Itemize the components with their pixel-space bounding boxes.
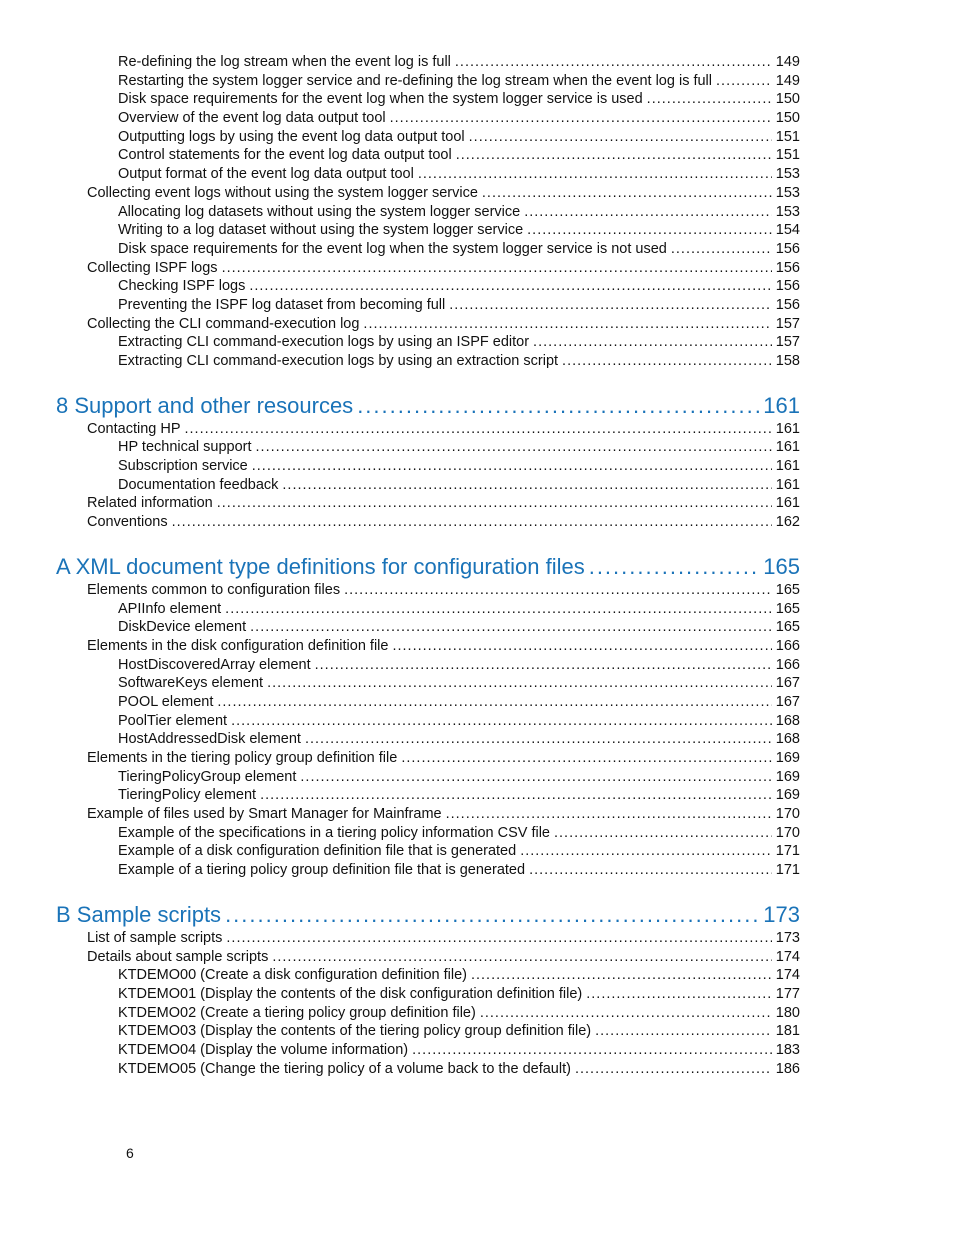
dot-leader (575, 1060, 772, 1079)
toc-section-entry-title: Elements in the tiering policy group definition file (87, 750, 398, 766)
toc-subsection-entry-title: Disk space requirements for the event log when the system logger service is not used (118, 240, 667, 257)
toc-subsection-entry-title: Extracting CLI command-execution logs by using an ISPF editor (118, 334, 530, 351)
toc-section-entry-page: 161 (775, 420, 800, 437)
dot-leader (225, 600, 772, 619)
chapter-heading[interactable] (56, 901, 800, 929)
toc-subsection-entry[interactable] (56, 333, 800, 352)
spacer (56, 371, 800, 392)
chapter-heading-title: B Sample scripts (56, 901, 222, 927)
toc-subsection-entry[interactable] (56, 277, 800, 296)
dot-leader (344, 581, 772, 600)
dot-leader (231, 712, 772, 731)
toc-section-entry[interactable] (56, 948, 800, 967)
toc-section-entry-page: 157 (775, 315, 800, 332)
toc-subsection-entry[interactable] (56, 352, 800, 371)
toc-subsection-entry-page: 161 (775, 476, 800, 493)
toc-section-entry[interactable] (56, 513, 800, 532)
dot-leader (671, 240, 772, 259)
toc-section-entry-title: Elements common to configuration files (87, 581, 341, 598)
toc-subsection-entry-page: 156 (775, 296, 800, 313)
spacer (56, 532, 800, 553)
dot-leader (482, 184, 772, 203)
toc-section-entry[interactable] (56, 259, 800, 278)
toc-section-entry-title: Contacting HP (87, 420, 181, 437)
toc-subsection-entry[interactable] (56, 1004, 800, 1023)
toc-subsection-entry[interactable] (56, 165, 800, 184)
toc-subsection-entry-title: KTDEMO02 (Create a tiering policy group definition file) (118, 1004, 476, 1021)
toc-subsection-entry-page: 169 (775, 768, 800, 785)
toc-subsection-entry-title: KTDEMO00 (Create a disk configuration definition file) (118, 967, 467, 984)
toc-section-entry[interactable] (56, 581, 800, 600)
toc-section-entry-title: Collecting event logs without using the system logger service (87, 184, 478, 201)
dot-leader (401, 749, 771, 768)
dot-leader (480, 1004, 772, 1023)
toc-subsection-entry[interactable] (56, 53, 800, 72)
toc-subsection-entry[interactable] (56, 90, 800, 109)
toc-subsection-entry-page: 149 (775, 54, 800, 70)
toc-subsection-entry-title: HostDiscoveredArray element (118, 656, 311, 673)
toc-subsection-entry[interactable] (56, 457, 800, 476)
toc-subsection-entry-page: 180 (775, 1004, 800, 1021)
dot-leader (226, 929, 771, 948)
dot-leader (305, 730, 772, 749)
chapter-heading-page: 173 (763, 901, 800, 927)
dot-leader (520, 842, 772, 861)
toc-subsection-entry[interactable] (56, 712, 800, 731)
toc-subsection-entry-title: Overview of the event log data output tool (118, 110, 386, 127)
chapter-heading-page: 165 (763, 553, 800, 579)
toc-subsection-entry-title: Disk space requirements for the event log when the system logger service is used (118, 91, 643, 108)
toc-subsection-entry-title: TieringPolicy element (118, 787, 257, 804)
toc-subsection-entry-page: 166 (775, 656, 800, 673)
dot-leader (527, 221, 772, 240)
toc-subsection-entry-page: 168 (775, 712, 800, 729)
toc-subsection-entry-page: 183 (775, 1041, 800, 1058)
toc-section-entry-page: 174 (775, 948, 800, 965)
toc-subsection-entry-title: Example of a tiering policy group definition file that is generated (118, 862, 526, 879)
toc-section-entry-page: 161 (775, 495, 800, 512)
toc-subsection-entry[interactable] (56, 674, 800, 693)
toc-subsection-entry-title: Checking ISPF logs (118, 278, 246, 295)
dot-leader (172, 513, 772, 532)
dot-leader (554, 824, 772, 843)
toc-subsection-entry-title: TieringPolicyGroup element (118, 768, 297, 785)
toc-subsection-entry-title: DiskDevice element (118, 619, 247, 636)
dot-leader (589, 553, 760, 581)
toc-section-entry-page: 173 (775, 929, 800, 946)
toc-subsection-entry-page: 153 (775, 166, 800, 183)
toc-subsection-entry[interactable] (56, 786, 800, 805)
toc-section-entry[interactable] (56, 929, 800, 948)
chapter-heading[interactable] (56, 553, 800, 581)
toc-subsection-entry-page: 153 (775, 203, 800, 220)
dot-leader (471, 966, 772, 985)
toc-subsection-entry[interactable] (56, 221, 800, 240)
toc-subsection-entry-page: 154 (775, 222, 800, 239)
dot-leader (249, 277, 771, 296)
dot-leader (455, 53, 772, 72)
dot-leader (595, 1022, 772, 1041)
toc-subsection-entry-page: 177 (775, 985, 800, 1002)
toc-subsection-entry[interactable] (56, 109, 800, 128)
chapter-heading[interactable] (56, 392, 800, 420)
toc-subsection-entry[interactable] (56, 1041, 800, 1060)
toc-subsection-entry-title: Writing to a log dataset without using the system logger service (118, 222, 524, 239)
toc-subsection-entry[interactable] (56, 600, 800, 619)
chapter-heading-title: A XML document type definitions for configuration files (56, 553, 585, 579)
dot-leader (392, 637, 771, 656)
toc-subsection-entry-title: KTDEMO05 (Change the tiering policy of a volume back to the default) (118, 1060, 571, 1077)
toc-subsection-entry-title: HP technical support (118, 439, 252, 456)
toc-subsection-entry-page: 157 (775, 334, 800, 351)
toc-subsection-entry[interactable] (56, 768, 800, 787)
dot-leader (250, 618, 772, 637)
toc-section-entry-page: 162 (775, 514, 800, 531)
toc-section-entry[interactable] (56, 184, 800, 203)
dot-leader (456, 146, 772, 165)
dot-leader (529, 861, 772, 880)
dot-leader (272, 948, 771, 967)
toc-subsection-entry-page: 167 (775, 693, 800, 710)
toc-subsection-entry-title: POOL element (118, 693, 214, 710)
dot-leader (222, 259, 772, 278)
toc-section-entry-title: Related information (87, 495, 213, 512)
toc-section-entry-page: 156 (775, 259, 800, 276)
toc-subsection-entry-page: 171 (775, 843, 800, 860)
toc-subsection-entry[interactable] (56, 438, 800, 457)
toc-section-entry-page: 169 (775, 750, 800, 766)
dot-leader (252, 457, 772, 476)
table-of-contents (56, 53, 800, 1078)
toc-section-entry-title: Collecting ISPF logs (87, 259, 218, 276)
toc-subsection-entry-page: 169 (775, 787, 800, 804)
toc-section-entry-title: Details about sample scripts (87, 948, 269, 965)
dot-leader (217, 693, 771, 712)
toc-subsection-entry-title: Preventing the ISPF log dataset from becoming full (118, 296, 446, 313)
toc-subsection-entry-page: 171 (775, 862, 800, 879)
toc-subsection-entry-page: 158 (775, 353, 800, 369)
dot-leader (533, 333, 772, 352)
toc-section-entry-title: List of sample scripts (87, 929, 223, 946)
toc-subsection-entry[interactable] (56, 824, 800, 843)
dot-leader (446, 805, 772, 824)
dot-leader (524, 203, 772, 222)
toc-subsection-entry-title: APIInfo element (118, 600, 222, 617)
toc-section-entry[interactable] (56, 805, 800, 824)
toc-subsection-entry-title: Subscription service (118, 458, 248, 475)
dot-leader (185, 420, 772, 439)
toc-subsection-entry-page: 151 (775, 147, 800, 164)
chapter-heading-page: 161 (763, 392, 800, 418)
toc-subsection-entry-title: Example of the specifications in a tiering policy information CSV file (118, 824, 550, 841)
toc-subsection-entry-title: Restarting the system logger service and re-defining the log stream when the event log is full (118, 72, 713, 89)
toc-subsection-entry-page: 151 (775, 128, 800, 145)
toc-subsection-entry-title: Documentation feedback (118, 476, 279, 493)
toc-subsection-entry[interactable] (56, 1022, 800, 1041)
toc-subsection-entry[interactable] (56, 476, 800, 495)
toc-subsection-entry-page: 161 (775, 458, 800, 475)
toc-subsection-entry-page: 186 (775, 1060, 800, 1077)
dot-leader (260, 786, 772, 805)
dot-leader (412, 1041, 772, 1060)
toc-subsection-entry-page: 161 (775, 439, 800, 456)
toc-section-entry[interactable] (56, 637, 800, 656)
dot-leader (225, 901, 759, 929)
dot-leader (282, 476, 771, 495)
toc-subsection-entry-title: Extracting CLI command-execution logs by using an extraction script (118, 353, 559, 369)
toc-subsection-entry-page: 150 (775, 110, 800, 127)
dot-leader (315, 656, 772, 675)
toc-section-entry-page: 166 (775, 637, 800, 654)
toc-section-entry[interactable] (56, 420, 800, 439)
spacer (56, 880, 800, 901)
toc-subsection-entry-page: 174 (775, 967, 800, 984)
dot-leader (390, 109, 772, 128)
toc-subsection-entry-title: PoolTier element (118, 712, 228, 729)
dot-leader (418, 165, 772, 184)
toc-subsection-entry-page: 165 (775, 619, 800, 636)
dot-leader (647, 90, 772, 109)
toc-subsection-entry-title: Re-defining the log stream when the event log is full (118, 54, 451, 70)
toc-section-entry-title: Example of files used by Smart Manager for Mainframe (87, 806, 442, 823)
toc-subsection-entry[interactable] (56, 985, 800, 1004)
toc-subsection-entry-page: 156 (775, 240, 800, 257)
toc-subsection-entry-page: 168 (775, 731, 800, 748)
toc-section-entry-title: Conventions (87, 514, 168, 531)
dot-leader (256, 438, 772, 457)
toc-subsection-entry[interactable] (56, 730, 800, 749)
dot-leader (363, 315, 771, 334)
dot-leader (716, 72, 772, 91)
toc-subsection-entry[interactable] (56, 240, 800, 259)
toc-subsection-entry-title: Example of a disk configuration definition file that is generated (118, 843, 517, 860)
toc-section-entry[interactable] (56, 749, 800, 768)
toc-section-entry-title: Collecting the CLI command-execution log (87, 315, 360, 332)
dot-leader (449, 296, 772, 315)
toc-subsection-entry[interactable] (56, 1060, 800, 1079)
toc-subsection-entry[interactable] (56, 842, 800, 861)
toc-subsection-entry-page: 156 (775, 278, 800, 295)
toc-subsection-entry[interactable] (56, 656, 800, 675)
dot-leader (586, 985, 772, 1004)
toc-section-entry-page: 153 (775, 184, 800, 201)
toc-subsection-entry[interactable] (56, 693, 800, 712)
toc-subsection-entry[interactable] (56, 296, 800, 315)
page-number: 6 (126, 1145, 134, 1161)
dot-leader (300, 768, 771, 787)
toc-subsection-entry-page: 181 (775, 1023, 800, 1040)
toc-section-entry[interactable] (56, 315, 800, 334)
toc-subsection-entry[interactable] (56, 966, 800, 985)
toc-section-entry[interactable] (56, 494, 800, 513)
toc-subsection-entry-page: 149 (775, 72, 800, 89)
toc-subsection-entry-title: HostAddressedDisk element (118, 731, 301, 748)
dot-leader (562, 352, 772, 371)
dot-leader (267, 674, 772, 693)
toc-subsection-entry-page: 170 (775, 824, 800, 841)
toc-subsection-entry[interactable] (56, 861, 800, 880)
toc-subsection-entry-title: Control statements for the event log data output tool (118, 147, 452, 164)
toc-subsection-entry-page: 165 (775, 600, 800, 617)
dot-leader (469, 128, 772, 147)
toc-section-entry-page: 170 (775, 806, 800, 823)
toc-subsection-entry-title: KTDEMO03 (Display the contents of the tiering policy group definition file) (118, 1023, 592, 1040)
toc-subsection-entry-title: KTDEMO01 (Display the contents of the disk configuration definition file) (118, 985, 583, 1002)
toc-subsection-entry[interactable] (56, 203, 800, 222)
toc-subsection-entry[interactable] (56, 146, 800, 165)
chapter-heading-title: 8 Support and other resources (56, 392, 354, 418)
toc-subsection-entry-page: 167 (775, 675, 800, 692)
toc-subsection-entry-title: Outputting logs by using the event log data output tool (118, 128, 465, 145)
toc-subsection-entry-title: Allocating log datasets without using the system logger service (118, 203, 521, 220)
dot-leader (217, 494, 772, 513)
toc-subsection-entry[interactable] (56, 618, 800, 637)
toc-subsection-entry-page: 150 (775, 91, 800, 108)
toc-subsection-entry[interactable] (56, 128, 800, 147)
toc-subsection-entry-title: KTDEMO04 (Display the volume information) (118, 1041, 409, 1058)
dot-leader (357, 392, 759, 420)
toc-section-entry-title: Elements in the disk configuration definition file (87, 637, 389, 654)
toc-subsection-entry-title: SoftwareKeys element (118, 675, 264, 692)
toc-subsection-entry-title: Output format of the event log data output tool (118, 166, 414, 183)
toc-subsection-entry[interactable] (56, 72, 800, 91)
toc-section-entry-page: 165 (775, 581, 800, 598)
